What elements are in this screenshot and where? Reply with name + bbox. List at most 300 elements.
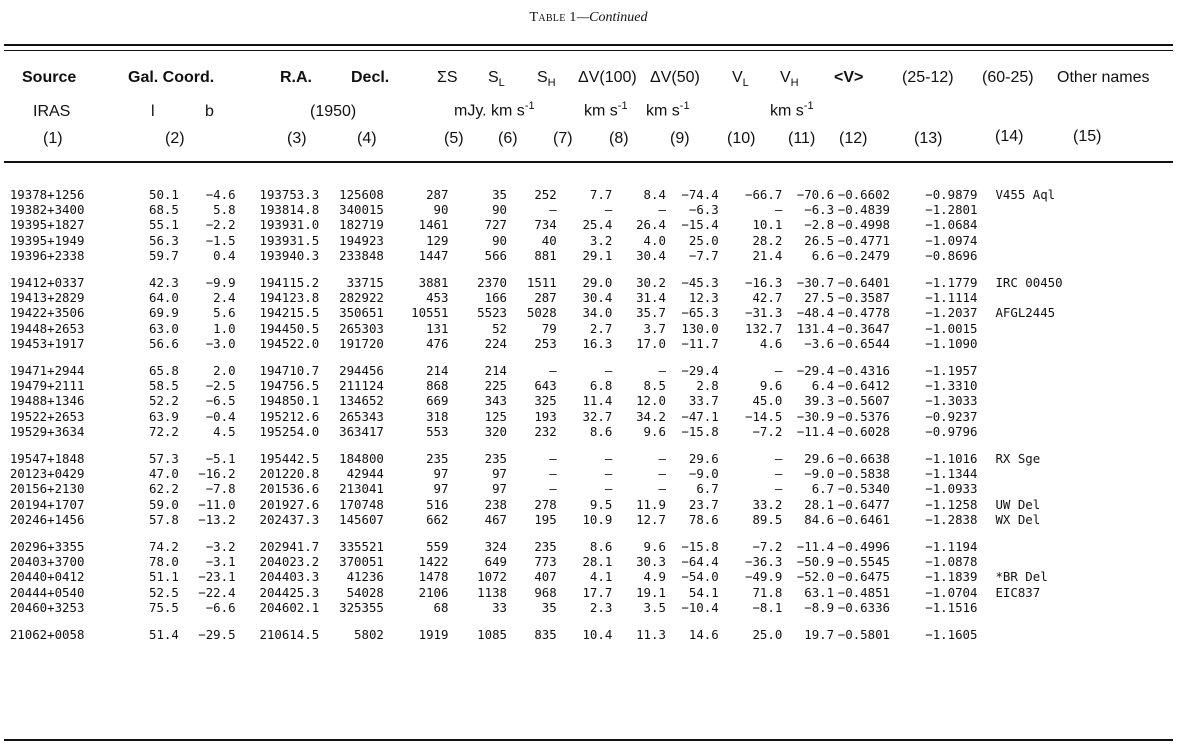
table-cell: —: [658, 466, 666, 482]
table-cell: −22.4: [198, 584, 236, 600]
table-cell: 20194+1707: [9, 496, 85, 512]
table-cell: −45.3: [681, 275, 719, 291]
table-cell: 56.6: [149, 335, 179, 351]
table-cell: −66.7: [744, 187, 783, 202]
table-cell: [977, 233, 1062, 248]
table-cell: −3.0: [205, 335, 236, 351]
table-cell: −1.0015: [925, 320, 978, 336]
table-cell: −9.0: [804, 466, 835, 482]
table-cell: [977, 248, 1062, 263]
table-cell: 11.9: [636, 496, 666, 512]
table-cell: [977, 539, 1062, 554]
table-cell: 17.7: [582, 584, 613, 600]
table-cell: 669: [426, 393, 449, 409]
table-cell: 19488+1346: [9, 393, 85, 409]
table-cell: 54028: [346, 584, 384, 600]
table-cell: 1461: [418, 217, 449, 233]
table-cell: 19413+2829: [9, 290, 85, 306]
table-cell: —: [658, 363, 666, 379]
table-cell: 195442.5: [259, 451, 320, 467]
table-cell: −11.7: [681, 335, 719, 351]
table-cell: −0.4996: [837, 539, 891, 555]
table-row: [0, 202, 1177, 217]
table-cell: —: [549, 466, 557, 482]
table-cell: 20156+2130: [9, 481, 85, 497]
table-cell: 130.0: [681, 320, 719, 336]
table-cell: 10.4: [582, 627, 613, 643]
table-cell: 19522+2653: [9, 408, 85, 424]
table-cell: 75.5: [149, 599, 179, 615]
table-cell: −0.6336: [837, 599, 891, 615]
table-cell: 363417: [339, 423, 384, 439]
table-cell: −0.5607: [837, 393, 891, 409]
table-cell: −1.0974: [925, 232, 978, 248]
table-cell: −11.0: [198, 496, 236, 512]
table-cell: 2106: [418, 584, 449, 600]
table-cell: −1.3310: [925, 378, 978, 394]
header-v-l: $V_L$: [732, 69, 749, 90]
table-cell: 467: [484, 511, 508, 527]
table-row: [0, 409, 1177, 424]
table-cell: —: [658, 481, 666, 497]
table-cell: 2.4: [213, 290, 236, 306]
table-cell: —: [658, 202, 666, 218]
table-cell: 4.0: [643, 232, 666, 248]
table-cell: −15.8: [681, 423, 719, 439]
table-cell: 350651: [339, 305, 384, 321]
table-cell: −7.7: [688, 247, 719, 263]
group-spacer: [0, 263, 1177, 275]
table-cell: 78.6: [688, 511, 719, 527]
table-cell: 125608: [339, 187, 384, 202]
table-cell: 26.5: [804, 232, 835, 248]
table-cell: 9.6: [643, 539, 666, 555]
table-cell: −5.1: [205, 451, 236, 467]
table-cell: [977, 393, 1062, 408]
table-cell: −31.3: [744, 305, 783, 321]
table-cell: 90: [492, 232, 508, 248]
table-cell: —: [658, 451, 666, 467]
table-cell: −1.1016: [925, 451, 978, 467]
table-cell: 51.1: [149, 569, 179, 585]
table-cell: 42.3: [149, 275, 179, 291]
table-cell: 30.4: [636, 247, 666, 263]
table-cell: 1138: [477, 584, 508, 600]
table-cell: 145607: [339, 511, 384, 527]
table-row: [0, 424, 1177, 439]
table-cell: 1085: [477, 627, 508, 643]
table-cell: 20444+0540: [9, 584, 85, 600]
table-cell: −0.4998: [837, 217, 891, 233]
table-cell: [977, 290, 1062, 305]
table-cell: −3.6: [804, 335, 835, 351]
table-cell: 79: [541, 320, 557, 336]
table-cell: −1.0933: [925, 481, 978, 497]
table-cell: 64.0: [149, 290, 179, 306]
table-cell: 287: [534, 290, 557, 306]
table-cell: 97: [433, 481, 449, 497]
table-cell: −0.2479: [837, 247, 891, 263]
col-num-4: (4): [357, 130, 377, 147]
table-cell: 204023.2: [259, 554, 320, 570]
table-cell: 1.0: [213, 320, 236, 336]
table-cell: 63.0: [149, 320, 179, 336]
table-cell: 30.4: [582, 290, 613, 306]
table-body: [0, 187, 1177, 642]
col-num-8: (8): [609, 130, 629, 147]
table-cell: −1.1090: [925, 335, 978, 351]
table-cell: 5802: [354, 627, 384, 643]
table-cell: 23.7: [688, 496, 719, 512]
table-row: [0, 600, 1177, 615]
table-cell: 370051: [339, 554, 384, 570]
table-cell: 20246+1456: [9, 511, 85, 527]
table-cell: 1511: [526, 275, 557, 291]
header-ra: R.A.: [280, 69, 312, 86]
table-cell: 3881: [418, 275, 449, 291]
table-row: [0, 585, 1177, 600]
table-cell: 34.0: [582, 305, 613, 321]
table-cell: −0.6028: [837, 423, 891, 439]
header-rule: [4, 161, 1173, 163]
table-cell: 202437.3: [259, 511, 320, 527]
table-cell: 868: [426, 378, 449, 394]
table-cell: 32.7: [582, 408, 613, 424]
group-spacer: [0, 615, 1177, 627]
table-cell: 19.7: [804, 627, 835, 643]
col-num-12: (12): [839, 130, 868, 147]
table-cell: 193753.3: [259, 187, 320, 202]
group-spacer: [0, 351, 1177, 363]
table-cell: —: [549, 363, 557, 379]
table-cell: 72.2: [149, 423, 179, 439]
table-cell: 201220.8: [259, 466, 320, 482]
table-cell: −6.3: [688, 202, 719, 218]
table-cell: 193931.0: [259, 217, 320, 233]
table-cell: −2.8: [804, 217, 835, 233]
bottom-rule: [4, 739, 1173, 741]
table-cell: 2.8: [696, 378, 719, 394]
table-cell: 97: [492, 481, 508, 497]
table-cell: 516: [426, 496, 449, 512]
header-mean-v: <V>: [834, 69, 864, 86]
table-row: [0, 569, 1177, 584]
table-cell: 20460+3253: [9, 599, 85, 615]
table-cell: −1.2838: [925, 511, 978, 527]
table-cell: 553: [426, 423, 449, 439]
table-cell: −1.1516: [925, 599, 978, 615]
table-cell: 214: [426, 363, 449, 379]
table-cell: 4.1: [589, 569, 613, 585]
table-cell: 54.1: [688, 584, 719, 600]
table-cell: 69.9: [149, 305, 179, 321]
table-cell: 8.6: [589, 539, 613, 555]
table-cell: −1.0684: [925, 217, 978, 233]
table-cell: −0.4316: [837, 363, 891, 379]
table-cell: −49.9: [744, 569, 783, 585]
table-cell: −0.6401: [837, 275, 891, 291]
table-cell: 31.4: [636, 290, 666, 306]
table-cell: −13.2: [198, 511, 236, 527]
table-cell: 42.7: [752, 290, 783, 306]
col-num-2: (2): [165, 130, 185, 147]
table-cell: 204403.3: [259, 569, 320, 585]
table-cell: −14.5: [744, 408, 783, 424]
table-cell: −6.5: [205, 393, 236, 409]
table-cell: 201927.6: [259, 496, 320, 512]
table-cell: 214: [484, 363, 508, 379]
table-cell: 6.8: [589, 378, 613, 394]
table-cell: 194450.5: [259, 320, 320, 336]
table-cell: −0.4778: [837, 305, 891, 321]
table-cell: 166: [484, 290, 508, 306]
table-cell: −64.4: [681, 554, 719, 570]
table-cell: 232: [534, 423, 557, 439]
table-cell: 6.7: [696, 481, 719, 497]
table-cell: −2.5: [205, 378, 236, 394]
table-cell: −9.0: [688, 466, 719, 482]
table-cell: 4.5: [213, 423, 236, 439]
table-cell: [977, 378, 1062, 393]
table-cell: 35: [492, 187, 508, 202]
table-cell: −6.3: [804, 202, 835, 218]
table-row: [0, 378, 1177, 393]
col-num-10: (10): [727, 130, 756, 147]
table-cell: [977, 321, 1062, 336]
table-cell: 5523: [477, 305, 508, 321]
table-cell: 27.5: [804, 290, 835, 306]
table-cell: −0.9237: [925, 408, 978, 424]
table-cell: 20296+3355: [9, 539, 85, 555]
table-cell: 3.7: [643, 320, 666, 336]
table-cell: 19378+1256: [9, 187, 85, 202]
header-s-l: $S_L$: [488, 69, 505, 90]
table-cell: [977, 202, 1062, 217]
table-cell: −0.4: [205, 408, 236, 424]
table-cell: −0.5545: [837, 554, 891, 570]
table-cell: 238: [484, 496, 508, 512]
table-cell: 324: [484, 539, 508, 555]
table-cell: −1.1194: [925, 539, 978, 555]
table-cell: 194215.5: [259, 305, 320, 321]
table-cell: 19547+1848: [9, 451, 85, 467]
table-cell: 17.0: [636, 335, 666, 351]
table-cell: −48.4: [796, 305, 835, 321]
table-cell: −0.5801: [837, 627, 891, 643]
header-dv100: ΔV(100): [578, 69, 637, 86]
table-cell: −0.4839: [837, 202, 891, 218]
table-row: [0, 187, 1177, 202]
table-cell: 26.4: [636, 217, 666, 233]
table-row: [0, 290, 1177, 305]
table-cell: 58.5: [149, 378, 179, 394]
table-cell: −16.3: [744, 275, 783, 291]
table-cell: 50.1: [149, 187, 179, 202]
table-row: [0, 466, 1177, 481]
table-cell: 194850.1: [259, 393, 320, 409]
header-v-h: $V_H$: [780, 69, 799, 90]
table-cell: 52.2: [149, 393, 179, 409]
table-cell: −0.6412: [837, 378, 891, 394]
header-60-25: (60-25): [982, 69, 1034, 86]
table-cell: 320: [484, 423, 508, 439]
group-spacer: [0, 439, 1177, 451]
table-cell: 55.1: [149, 217, 179, 233]
table-cell: —: [604, 202, 613, 218]
table-cell: 3.2: [589, 232, 613, 248]
col-num-9: (9): [670, 130, 690, 147]
table-cell: 6.7: [811, 481, 835, 497]
table-cell: [977, 363, 1062, 378]
top-rule: [4, 44, 1173, 46]
table-cell: 19412+0337: [9, 275, 85, 291]
table-cell: −70.6: [796, 187, 835, 202]
table-cell: 14.6: [688, 627, 719, 643]
table-row: [0, 248, 1177, 263]
table-cell: 5.8: [213, 202, 236, 218]
table-cell: *BR Del: [995, 569, 1048, 585]
table-cell: —: [549, 451, 557, 467]
col-num-3: (3): [287, 130, 307, 147]
header-iras: IRAS: [33, 103, 71, 120]
table-cell: −3.2: [205, 539, 236, 555]
table-cell: −1.1258: [925, 496, 978, 512]
table-cell: −10.4: [681, 599, 719, 615]
header-25-12: (25-12): [902, 69, 954, 86]
table-cell: [977, 466, 1062, 481]
table-cell: [977, 336, 1062, 351]
table-cell: −54.0: [681, 569, 719, 585]
table-cell: 34.2: [636, 408, 666, 424]
table-cell: —: [774, 363, 783, 379]
table-cell: [977, 627, 1062, 642]
table-cell: 59.0: [149, 496, 179, 512]
table-cell: —: [604, 466, 613, 482]
table-cell: 89.5: [752, 511, 783, 527]
table-cell: 10551: [411, 305, 449, 321]
table-cell: −65.3: [681, 305, 719, 321]
table-cell: −15.8: [681, 539, 719, 555]
table-cell: −9.9: [205, 275, 236, 291]
table-cell: UW Del: [995, 496, 1041, 512]
table-cell: 8.6: [589, 423, 613, 439]
table-cell: −1.1344: [925, 466, 978, 482]
table-cell: IRC 00450: [995, 275, 1063, 291]
table-cell: −0.4771: [837, 232, 891, 248]
table-cell: 5.6: [213, 305, 236, 321]
table-cell: 195254.0: [259, 423, 320, 439]
table-cell: 193814.8: [259, 202, 320, 218]
header-source: Source: [22, 69, 77, 86]
table-cell: 8.4: [643, 187, 666, 202]
table-cell: 0.4: [213, 247, 236, 263]
table-cell: −0.3647: [837, 320, 891, 336]
header-other-names: Other names: [1057, 69, 1150, 86]
table-cell: −4.6: [205, 187, 236, 202]
table-cell: −1.1839: [925, 569, 978, 585]
table-cell: [977, 554, 1062, 569]
table-cell: 51.4: [149, 627, 179, 643]
table-cell: 35.7: [636, 305, 666, 321]
table-row: [0, 393, 1177, 408]
table-cell: —: [774, 202, 783, 218]
table-cell: RX Sge: [995, 451, 1041, 467]
table-cell: 19448+2653: [9, 320, 85, 336]
table-cell: −74.4: [681, 187, 719, 202]
table-cell: 204602.1: [259, 599, 320, 615]
table-cell: 195: [534, 511, 557, 527]
table-cell: −1.1779: [925, 275, 978, 291]
table-cell: 33: [492, 599, 508, 615]
table-cell: −1.0878: [925, 554, 978, 570]
table-cell: 1919: [418, 627, 449, 643]
table-row: [0, 497, 1177, 512]
table-cell: 47.0: [149, 466, 179, 482]
table-cell: 29.1: [582, 247, 613, 263]
table-cell: 39.3: [804, 393, 835, 409]
data-table: [0, 187, 1177, 642]
table-cell: —: [549, 202, 557, 218]
table-cell: 12.0: [636, 393, 666, 409]
header-gal-coord: Gal. Coord.: [128, 69, 215, 86]
table-cell: 559: [426, 539, 449, 555]
table-cell: 194923: [339, 232, 384, 248]
table-row: [0, 627, 1177, 642]
table-row: [0, 233, 1177, 248]
table-cell: 19471+2944: [9, 363, 85, 379]
table-cell: 20123+0429: [9, 466, 85, 482]
table-cell: 131.4: [796, 320, 835, 336]
table-row: [0, 451, 1177, 466]
table-cell: 90: [492, 202, 508, 218]
table-cell: 16.3: [582, 335, 613, 351]
table-cell: 19382+3400: [9, 202, 85, 218]
table-cell: 62.2: [149, 481, 179, 497]
header-kms-dv50: km $s^{-1}$: [646, 100, 690, 120]
table-cell: 29.6: [688, 451, 719, 467]
table-cell: 29.6: [804, 451, 835, 467]
table-cell: −7.2: [752, 539, 783, 555]
table-cell: 235: [426, 451, 449, 467]
table-cell: 42944: [346, 466, 384, 482]
table-cell: −1.2037: [925, 305, 978, 321]
table-cell: −6.6: [205, 599, 236, 615]
col-num-11: (11): [788, 130, 816, 147]
col-num-6: (6): [498, 130, 518, 147]
table-cell: 19395+1949: [9, 232, 85, 248]
table-cell: 566: [484, 247, 508, 263]
table-cell: 97: [492, 466, 508, 482]
table-cell: 184800: [339, 451, 384, 467]
table-cell: —: [604, 363, 613, 379]
table-row: [0, 481, 1177, 496]
table-cell: 19395+1827: [9, 217, 85, 233]
table-cell: 71.8: [752, 584, 783, 600]
table-cell: 19422+3506: [9, 305, 85, 321]
col-num-13: (13): [914, 130, 943, 147]
table-cell: 265343: [339, 408, 384, 424]
table-cell: 68.5: [149, 202, 179, 218]
table-cell: 6.6: [811, 247, 835, 263]
caption-prefix: Table 1: [529, 10, 577, 25]
table-cell: 29.0: [582, 275, 613, 291]
table-cell: 33715: [346, 275, 384, 291]
table-cell: 10.9: [582, 511, 613, 527]
table-cell: V455 Aql: [995, 187, 1056, 202]
table-cell: 5028: [526, 305, 557, 321]
table-cell: 97: [433, 466, 449, 482]
table-cell: −2.2: [205, 217, 236, 233]
